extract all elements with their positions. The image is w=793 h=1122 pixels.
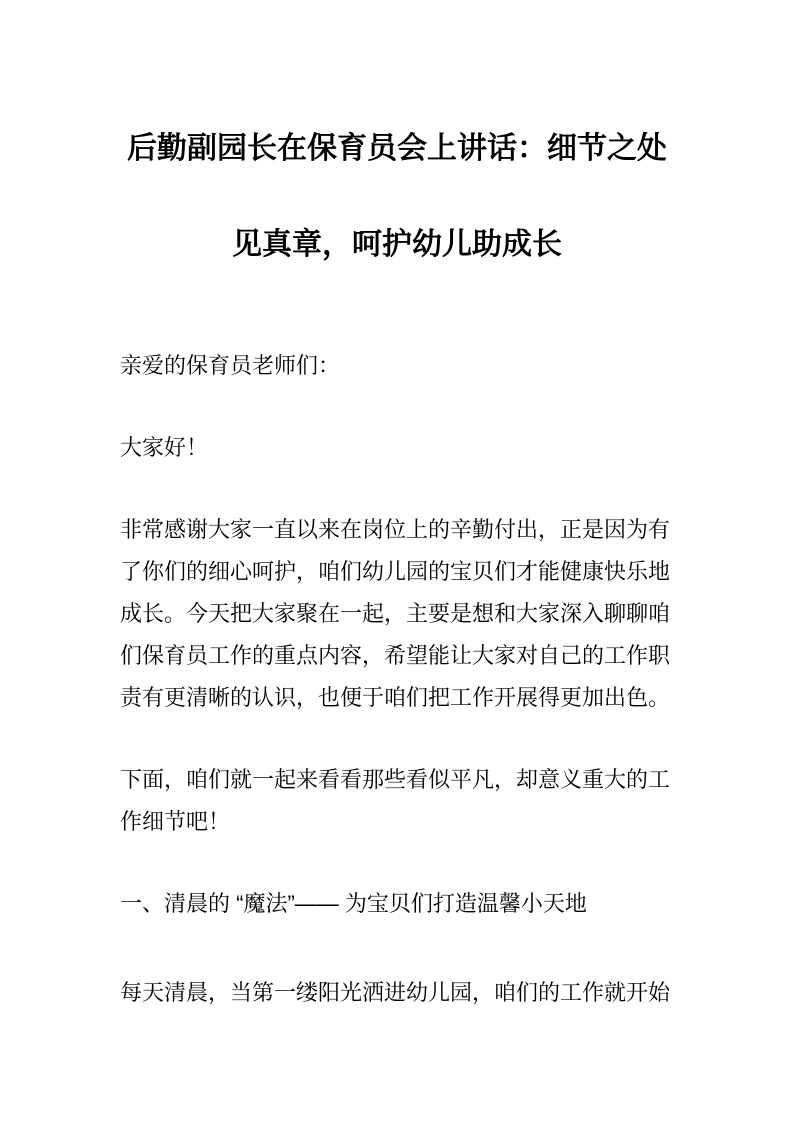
section-1-heading: 一、清晨的 “魔法”—— 为宝贝们打造温馨小天地 <box>120 891 587 916</box>
section-1-opening-paragraph: 每天清晨，当第一缕阳光洒进幼儿园，咱们的工作就开始 <box>120 980 671 1005</box>
document-title: 后勤副园长在保育员会上讲话：细节之处见真章，呵护幼儿助成长 <box>127 132 667 261</box>
salutation-paragraph: 亲爱的保育员老师们： <box>120 353 341 378</box>
greeting-paragraph: 大家好！ <box>120 435 209 460</box>
intro-paragraph: 非常感谢大家一直以来在岗位上的辛勤付出，正是因为有了你们的细心呵护，咱们幼儿园的宝贝们才能健康快乐地成长。今天把大家聚在一起，主要是想和大家深入聊聊咱们保育员工作的重点内容，希望能让大家对自己的工作职责有更清晰的认识，也便于咱们把工作开展得更加出色。 <box>120 517 671 710</box>
transition-paragraph: 下面，咱们就一起来看看那些看似平凡，却意义重大的工作细节吧！ <box>120 767 671 834</box>
